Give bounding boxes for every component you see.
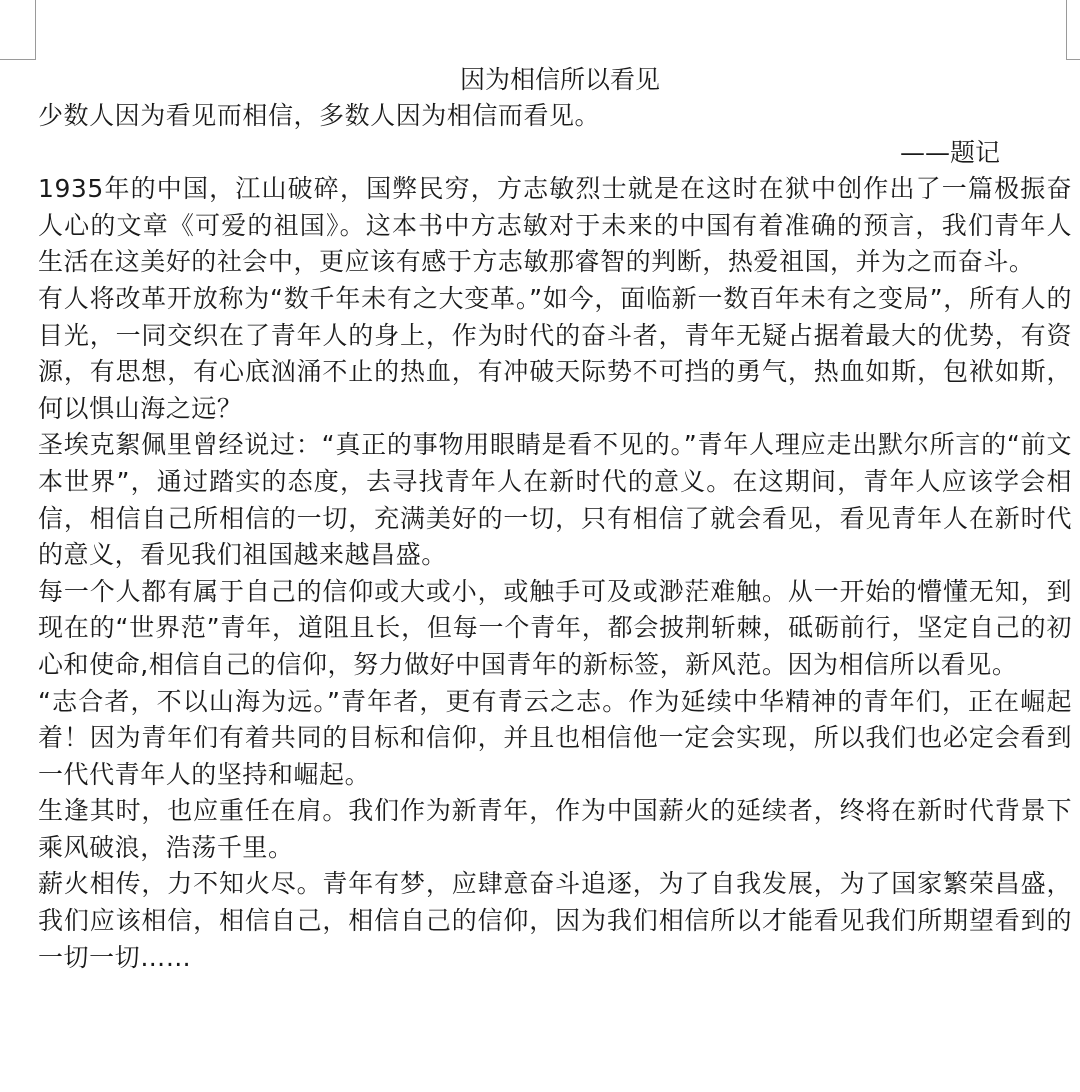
paragraph-3: 圣埃克絮佩里曾经说过：“真正的事物用眼睛是看不见的。”青年人理应走出默尔所言的“前文本世界”，通过踏实的态度，去寻找青年人在新时代的意义。在这期间，青年人应该学会相信，相信自己所相信的一切，充满美好的一切，只有相信了就会看见，看见青年人在新时代的意义，看见我们祖国越来越昌盛。 bbox=[38, 430, 1072, 570]
page-corner-mark-left bbox=[0, 0, 36, 60]
paragraph-5: “志合者，不以山海为远。”青年者，更有青云之志。作为延续中华精神的青年们，正在崛起着！因为青年们有着共同的目标和信仰，并且也相信他一定会实现，所以我们也必定会看到一代代青年人的坚持和崛起。 bbox=[38, 686, 1072, 789]
page-corner-mark-right bbox=[1066, 0, 1080, 60]
epigraph-source: ——题记 bbox=[899, 137, 1000, 167]
paragraph-6: 生逢其时，也应重任在肩。我们作为新青年，作为中国薪火的延续者，终将在新时代背景下乘风破浪，浩荡千里。 bbox=[38, 796, 1072, 862]
paragraph-7: 薪火相传，力不知火尽。青年有梦，应肆意奋斗追逐，为了自我发展，为了国家繁荣昌盛，我们应该相信，相信自己，相信自己的信仰，因为我们相信所以才能看见我们所期望看到的一切一切…… bbox=[38, 869, 1072, 972]
epigraph: 少数人因为看见而相信，多数人因为相信而看见。 bbox=[38, 101, 601, 130]
paragraph-1: 1935年的中国，江山破碎，国弊民穷，方志敏烈士就是在这时在狱中创作出了一篇极振奋人心的文章《可爱的祖国》。这本书中方志敏对于未来的中国有着准确的预言，我们青年人生活在这美好的社会中，更应该有感于方志敏那睿智的判断，热爱祖国，并为之而奋斗。 bbox=[38, 174, 1072, 277]
paragraph-4: 每一个人都有属于自己的信仰或大或小，或触手可及或渺茫难触。从一开始的懵懂无知，到现在的“世界范”青年，道阻且长，但每一个青年，都会披荆斩棘，砥砺前行，坚定自己的初心和使命,相信自己的信仰，努力做好中国青年的新标签，新风范。因为相信所以看见。 bbox=[38, 576, 1072, 679]
document-page bbox=[38, 62, 1072, 976]
paragraph-2: 有人将改革开放称为“数千年未有之大变革。”如今，面临新一数百年未有之变局”，所有人的目光，一同交织在了青年人的身上，作为时代的奋斗者，青年无疑占据着最大的优势，有资源，有思想，有心底汹涌不止的热血，有冲破天际势不可挡的勇气，热血如斯，包袱如斯，何以惧山海之远？ bbox=[38, 283, 1072, 423]
document-title: 因为相信所以看见 bbox=[459, 65, 660, 94]
